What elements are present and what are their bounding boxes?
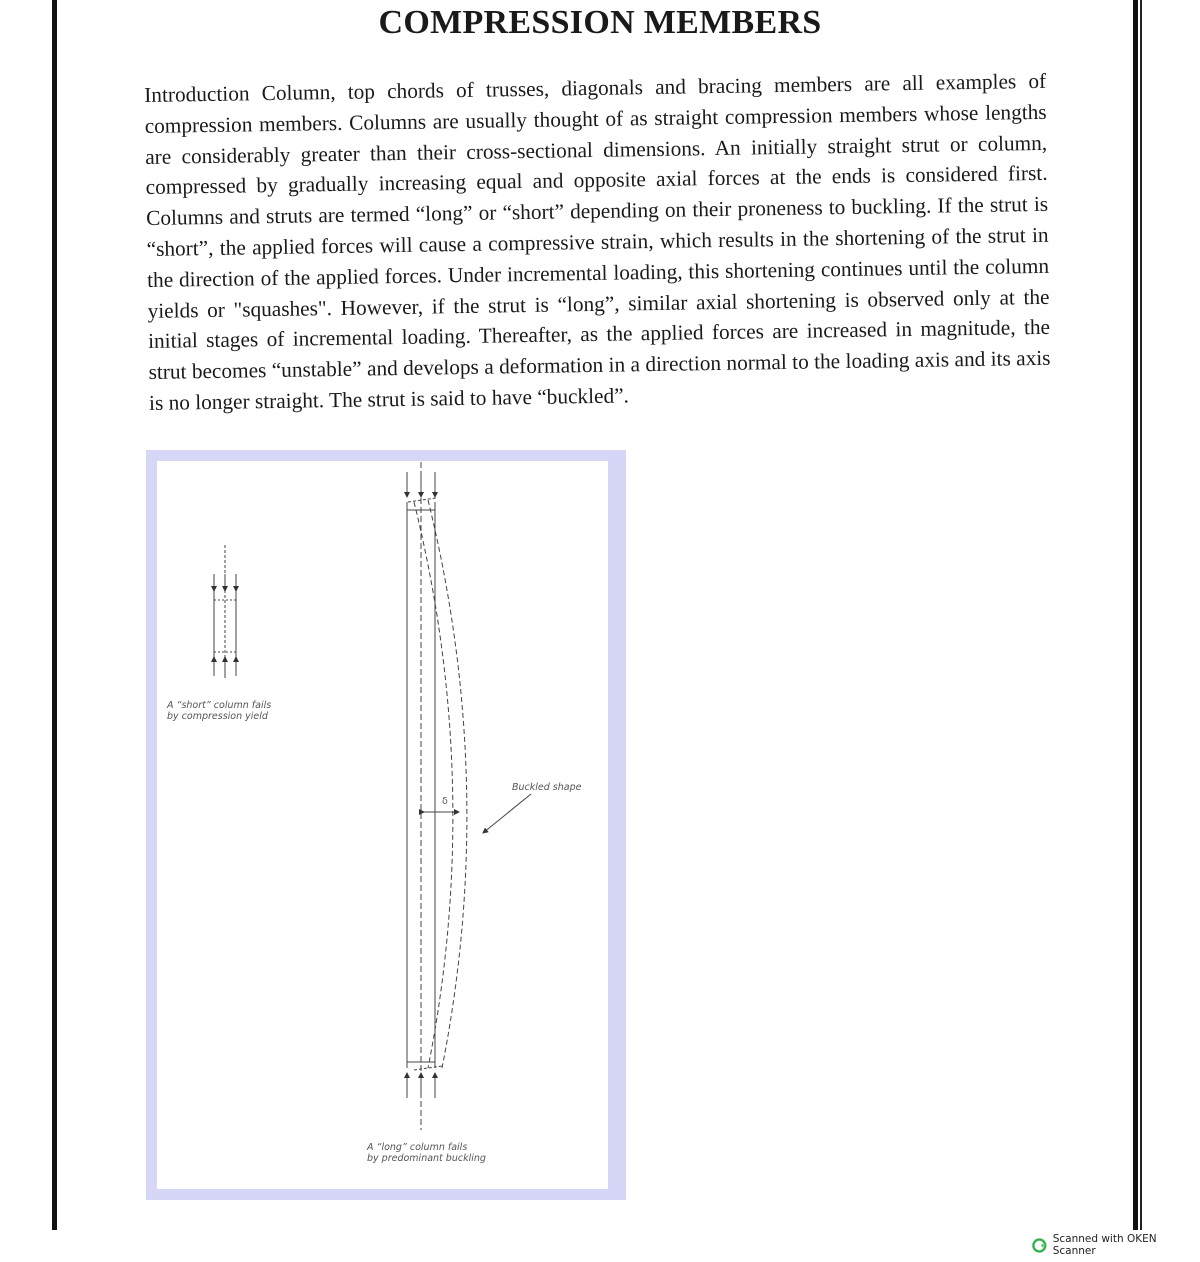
- scanner-text: Scanned with OKEN Scanner: [1052, 1233, 1157, 1257]
- page-title: COMPRESSION MEMBERS: [378, 4, 822, 41]
- scanner-watermark: [1032, 1233, 1200, 1257]
- long-column-diagram: [407, 462, 531, 1130]
- buckled-shape-outer: [428, 500, 467, 1068]
- short-caption-line1: A “short” column fails: [167, 700, 272, 711]
- buckled-shape-label: Buckled shape: [512, 782, 582, 793]
- short-caption-line2: by compression yield: [167, 711, 268, 722]
- figure-drawing: [146, 450, 626, 1200]
- intro-paragraph: Introduction Column, top chords of trusses, diagonals and bracing members are all examples of compression members. Columns are usually thought of as straight compression members whose lengths are considerably greater than their cross-sectional dimensions. An initially straight strut or column, compressed by gradually increasing equal and opposite axial forces at the ends is considered first. Columns and struts are termed “long” or “short” depending on their proneness to buckling. If the strut is “short”, the applied forces will cause a compressive strain, which results in the shortening of the strut in the direction of the applied forces. Under incremental loading, this shortening continues until the column yields or "squashes". However, if the strut is “long”, similar axial shortening is observed only at the initial stages of incremental loading. Thereafter, as the applied forces are increased in magnitude, the strut becomes “unstable” and develops a deformation in a direction normal to the loading axis and its axis is no longer straight. The strut is said to have “buckled”.: [144, 68, 1051, 415]
- short-column-caption: [167, 700, 271, 722]
- buckled-shape-inner: [414, 502, 453, 1068]
- long-column-bottom-load-arrows: [407, 1073, 435, 1098]
- short-column-diagram: [214, 545, 236, 678]
- delta-label: δ: [442, 796, 448, 807]
- long-caption-line1: A “long” column fails: [367, 1142, 468, 1153]
- page-frame-right-inner: [1140, 0, 1142, 1230]
- oken-scanner-logo-icon: [1032, 1238, 1047, 1253]
- buckled-shape-pointer: [483, 794, 531, 833]
- short-column-top-load-arrows: [214, 574, 236, 591]
- long-caption-line2: by predominant buckling: [367, 1153, 486, 1164]
- long-column-top-load-arrows: [407, 472, 435, 497]
- long-column-caption: [367, 1142, 486, 1164]
- column-buckling-figure: [146, 450, 626, 1200]
- page-frame-right: [1133, 0, 1138, 1230]
- page-frame-left: [52, 0, 57, 1230]
- short-column-bottom-load-arrows: [214, 657, 236, 676]
